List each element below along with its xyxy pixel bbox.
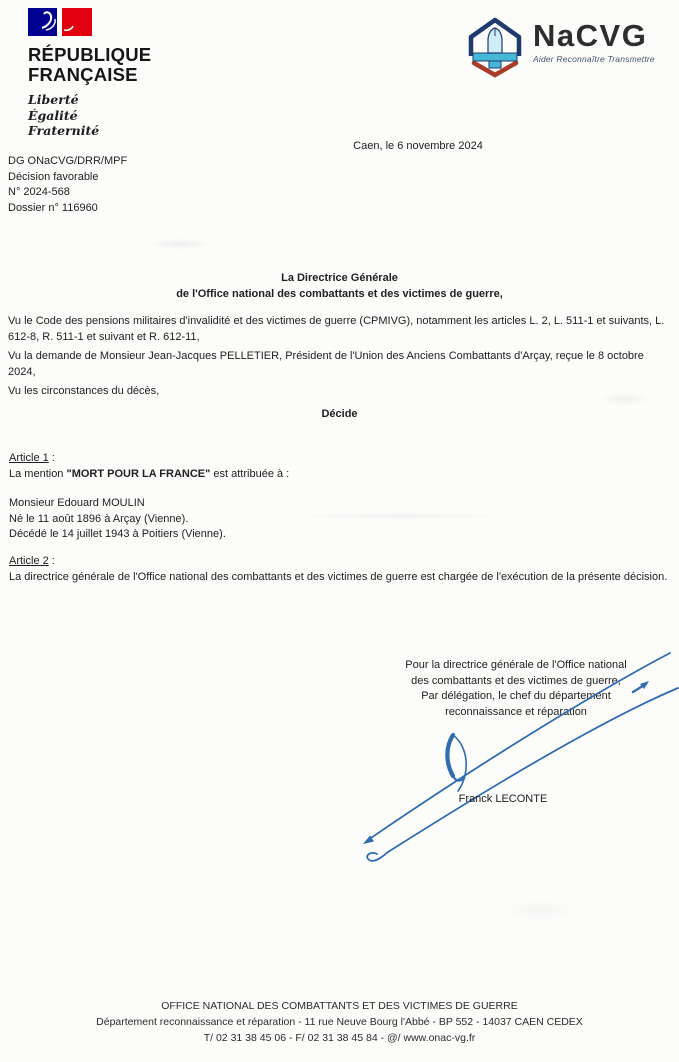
republique-line2: FRANÇAISE [28,63,138,85]
reference-service: DG ONaCVG/DRR/MPF [8,155,128,167]
person-death: Décédé le 14 juillet 1943 à Poitiers (Vienne). [9,528,226,540]
republique-title [28,45,151,84]
footer-contact: T/ 02 31 38 45 06 - F/ 02 31 38 45 84 - @/ www.onac-vg.fr [203,1032,476,1044]
scan-smudge [500,900,580,922]
footer-address: Département reconnaissance et réparation - 11 rue Neuve Bourg l'Abbé - BP 552 - 14037 CAEN CEDEX [96,1016,583,1028]
signature-line3: Par délégation, le chef du département [421,690,611,702]
scan-smudge [150,238,210,250]
motto [28,92,151,139]
motto-liberte: Liberté [28,92,79,107]
nacvg-hexagon-icon [461,16,529,82]
recital-circonstances: Vu les circonstances du décès, [8,385,160,397]
article-2-heading-suffix: : [48,555,55,567]
article-1-heading-suffix: : [48,452,55,464]
footer [0,998,679,1046]
french-flag-marianne-icon [28,8,92,36]
article-1-mention [9,467,677,483]
signature-line4: reconnaissance et réparation [445,705,587,718]
reference-decision-type: Décision favorable [8,170,99,183]
article-2-body: La directrice générale de l'Office national des combattants et des victimes de guerre est chargée de l'exécution de la présente décision. [9,570,668,583]
signature-line1: Pour la directrice générale de l'Office national [405,659,627,671]
document-title [0,271,679,302]
recital-demande: Vu la demande de Monsieur Jean-Jacques PELLETIER, Président de l'Union des Anciens Combattants d'Arçay, reçue le 8 octobre 2024, [8,350,644,378]
dateline: Caen, le 6 novembre 2024 [353,140,483,152]
republique-line1: RÉPUBLIQUE [28,44,152,65]
motto-egalite: Égalité [28,107,78,123]
republique-francaise-logo [28,8,151,139]
mention-prefix: La mention [9,467,67,480]
nacvg-logo [461,16,655,82]
article-1-heading-text: Article 1 [9,452,49,464]
mention-suffix: est attribuée à : [210,467,290,480]
person-birth: Né le 11 août 1896 à Arçay (Vienne). [9,512,189,525]
handwritten-signature [335,625,679,865]
article-2-heading-text: Article 2 [9,555,49,567]
mention-mort-pour-la-france: "MORT POUR LA FRANCE" [66,467,211,480]
motto-fraternite: Fraternité [28,123,100,138]
article-1 [9,451,677,543]
footer-office-name: OFFICE NATIONAL DES COMBATTANTS ET DES VICTIMES DE GUERRE [161,1000,518,1012]
document-title-line1: La Directrice Générale [281,272,398,284]
person-name: Monsieur Edouard MOULIN [9,497,145,509]
recitals [8,313,674,402]
reference-dossier-number: Dossier n° 116960 [8,201,98,214]
article-2-heading [9,554,677,570]
nacvg-tagline: Aider Reconnaître Transmettre [533,54,655,64]
document-title-line2: de l'Office national des combattants et des victimes de guerre, [176,287,503,300]
nacvg-text [533,16,655,64]
article-2 [9,554,677,585]
decide-label: Décide [321,408,358,420]
article-1-heading [9,451,677,467]
signature-line2: des combattants et des victimes de guerre, [411,674,621,687]
signer-name: Franck LECONTE [458,793,548,805]
recital-cpmivg: Vu le Code des pensions militaires d'invalidité et des victimes de guerre (CPMIVG), notamment les articles L. 2, L. 511-1 et suivants, L. 612-8, R. 511-1 et suivant et R. 612-11, [8,315,665,343]
reference-decision-number: N° 2024-568 [8,186,70,198]
nacvg-name: NaCVG [533,18,648,53]
reference-block [8,154,127,216]
